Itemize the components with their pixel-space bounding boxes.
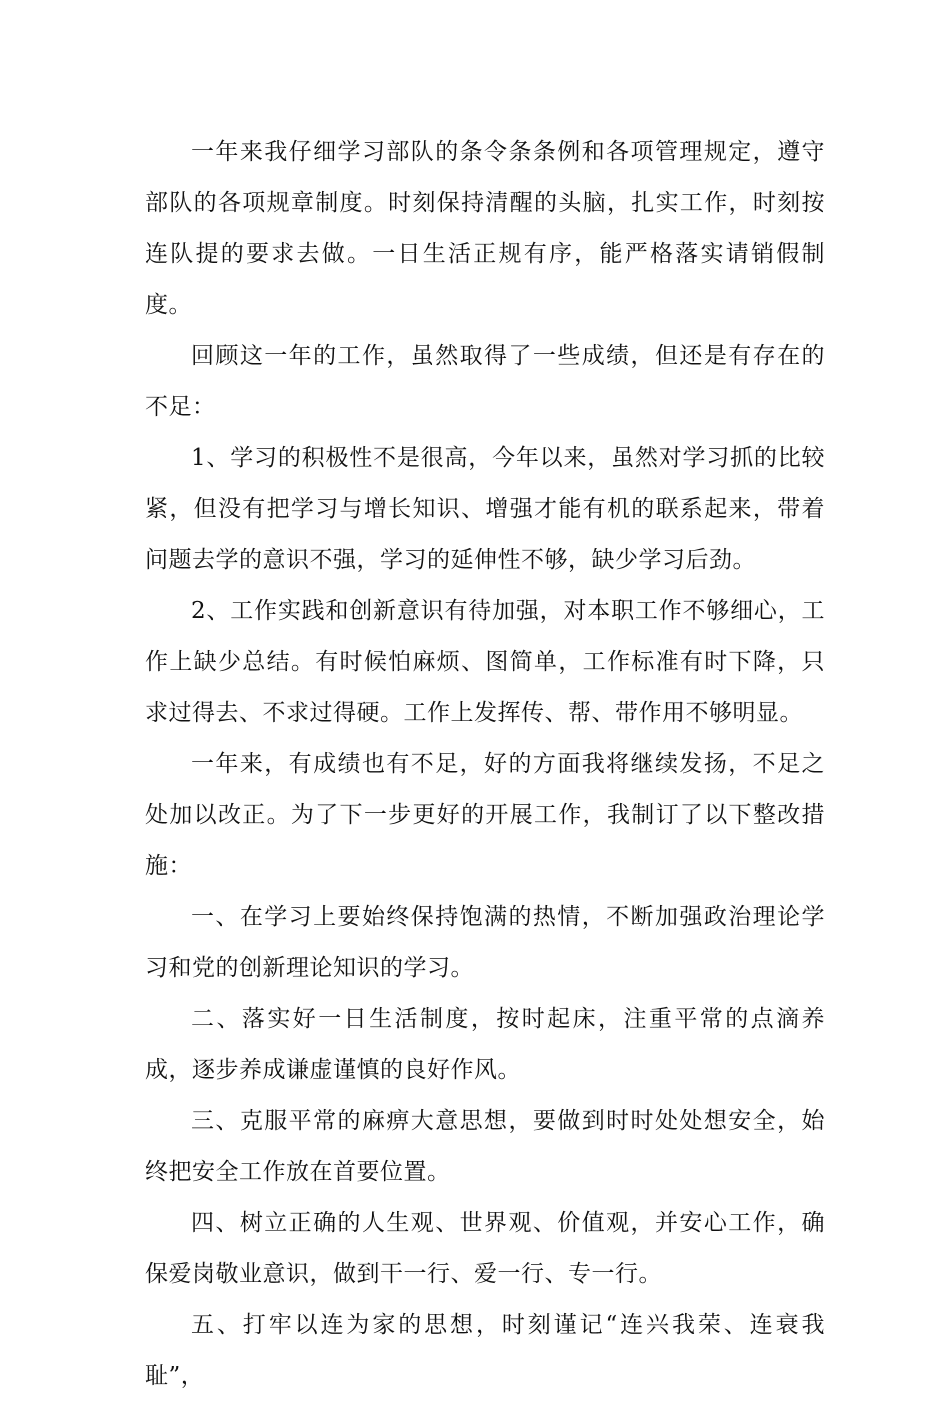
paragraph-measure-1: 一、在学习上要始终保持饱满的热情，不断加强政治理论学习和党的创新理论知识的学习。 [145,904,825,981]
paragraph-shortcoming-2: 2、工作实践和创新意识有待加强，对本职工作不够细心，工作上缺少总结。有时候怕麻烦、图简单，工作标准有时下降，只求过得去、不求过得硬。工作上发挥传、帮、带作用不够明显。 [145,598,825,726]
paragraph-review-intro: 回顾这一年的工作，虽然取得了一些成绩，但还是有存在的不足： [145,343,825,420]
paragraph-shortcoming-1: 1、学习的积极性不是很高，今年以来，虽然对学习抓的比较紧，但没有把学习与增长知识、增强才能有机的联系起来，带着问题去学的意识不强，学习的延伸性不够，缺少学习后劲。 [145,445,825,573]
paragraph-measure-5: 五、打牢以连为家的思想，时刻谨记“连兴我荣、连衰我耻”， [145,1312,825,1389]
paragraph-measure-2: 二、落实好一日生活制度，按时起床，注重平常的点滴养成，逐步养成谦虚谨慎的良好作风。 [145,1006,825,1083]
paragraph-measure-4: 四、树立正确的人生观、世界观、价值观，并安心工作，确保爱岗敬业意识，做到干一行、爱一行、专一行。 [145,1210,825,1287]
paragraph-study-regulations: 一年来我仔细学习部队的条令条条例和各项管理规定，遵守部队的各项规章制度。时刻保持清醒的头脑，扎实工作，时刻按连队提的要求去做。一日生活正规有序，能严格落实请销假制度。 [145,139,825,318]
paragraph-measure-3: 三、克服平常的麻痹大意思想，要做到时时处处想安全，始终把安全工作放在首要位置。 [145,1108,825,1185]
document-body [145,127,825,1402]
paragraph-improvement-intro: 一年来，有成绩也有不足，好的方面我将继续发扬，不足之处加以改正。为了下一步更好的开展工作，我制订了以下整改措施： [145,751,825,879]
